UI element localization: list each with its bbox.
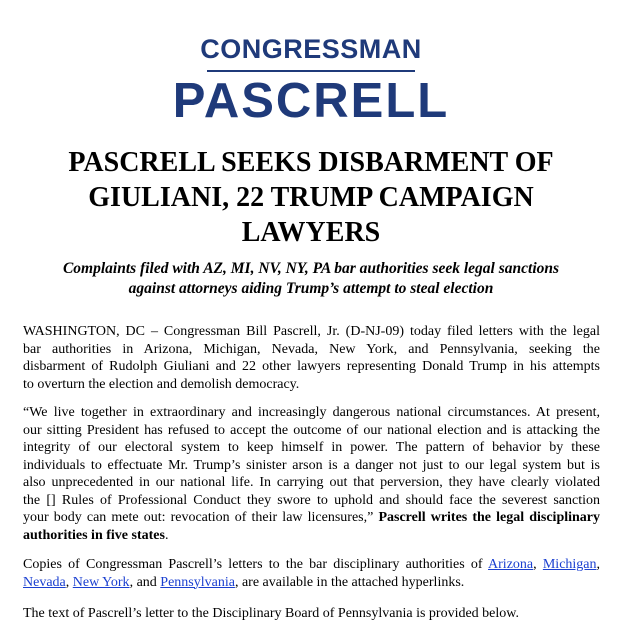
paragraph-letter-links [23,556,600,591]
headline-line: LAWYERS [241,217,381,248]
separator: , [596,557,601,572]
quote-text: your body can mete out: revocation of their law licensures,” [23,510,374,525]
text-line: the [] Rules of Professional Conduct they swore to uphold and should face the severest sanction [23,492,600,508]
text-line: WASHINGTON, DC – Congressman Bill Pascrell, Jr. (D-NJ-09) today filed letters with the legal [23,324,600,339]
text-line [23,509,600,527]
michigan-letter-link[interactable]: Michigan [542,557,597,572]
separator: , [533,557,537,572]
new-york-letter-link[interactable]: New York [72,574,130,590]
text-line: The text of Pascrell’s letter to the Disciplinary Board of Pennsylvania is provided below. [23,606,519,621]
text-line [23,556,600,574]
paragraph-dateline [23,323,600,393]
attribution-bold: Pascrell writes the legal disciplinary [378,510,601,525]
text-line: integrity of our electoral system to keep himself in power. The pattern of behavior by these [23,440,600,455]
period: . [164,527,169,543]
text-line: also unprecedented in our national life. In carrying out that perversion, they have clearly violated [23,475,600,490]
pennsylvania-letter-link[interactable]: Pennsylvania [160,574,235,590]
links-outro-text: , are available in the attached hyperlinks. [234,574,465,590]
text-line: individuals to effectuate Mr. Trump’s sinister arson is a danger not just to our legal system but is [23,457,600,473]
press-release-headline [60,145,562,250]
subheadline-line: against attorneys aiding Trump’s attempt to steal election [128,280,494,297]
paragraph-closing [23,605,600,623]
text-line: our sitting President has refused to accept the outcome of our national election and is attacking the [23,422,600,438]
text-line: “We live together in extraordinary and increasingly dangerous national circumstances. At present, [23,405,600,420]
nevada-letter-link[interactable]: Nevada [23,574,66,590]
headline-line: PASCRELL SEEKS DISBARMENT OF [68,147,554,178]
separator: , [65,574,73,590]
separator: , and [129,574,161,590]
press-release-subheadline [24,259,598,299]
text-line: disbarment of Rudolph Giuliani and 22 other lawyers representing Donald Trump in his attempts [23,359,600,374]
links-intro-text: Copies of Congressman Pascrell’s letters to the bar disciplinary authorities of [23,557,483,572]
logo-divider [207,70,415,72]
text-line: bar authorities in Arizona, Michigan, Nevada, New York, and Pennsylvania, seeking the [23,341,600,357]
text-line [23,574,600,592]
logo-congressman-text: CONGRESSMAN [200,34,422,64]
text-line [23,527,600,545]
attribution-bold: authorities in five states [23,527,165,543]
subheadline-line: Complaints filed with AZ, MI, NV, NY, PA bar authorities seek legal sanctions [62,260,560,277]
text-line: to overturn the election and demolish democracy. [23,376,300,392]
arizona-letter-link[interactable]: Arizona [488,557,534,572]
logo-pascrell-text: PASCRELL [172,74,450,128]
headline-line: GIULIANI, 22 TRUMP CAMPAIGN [88,182,534,213]
paragraph-quote [23,404,600,544]
